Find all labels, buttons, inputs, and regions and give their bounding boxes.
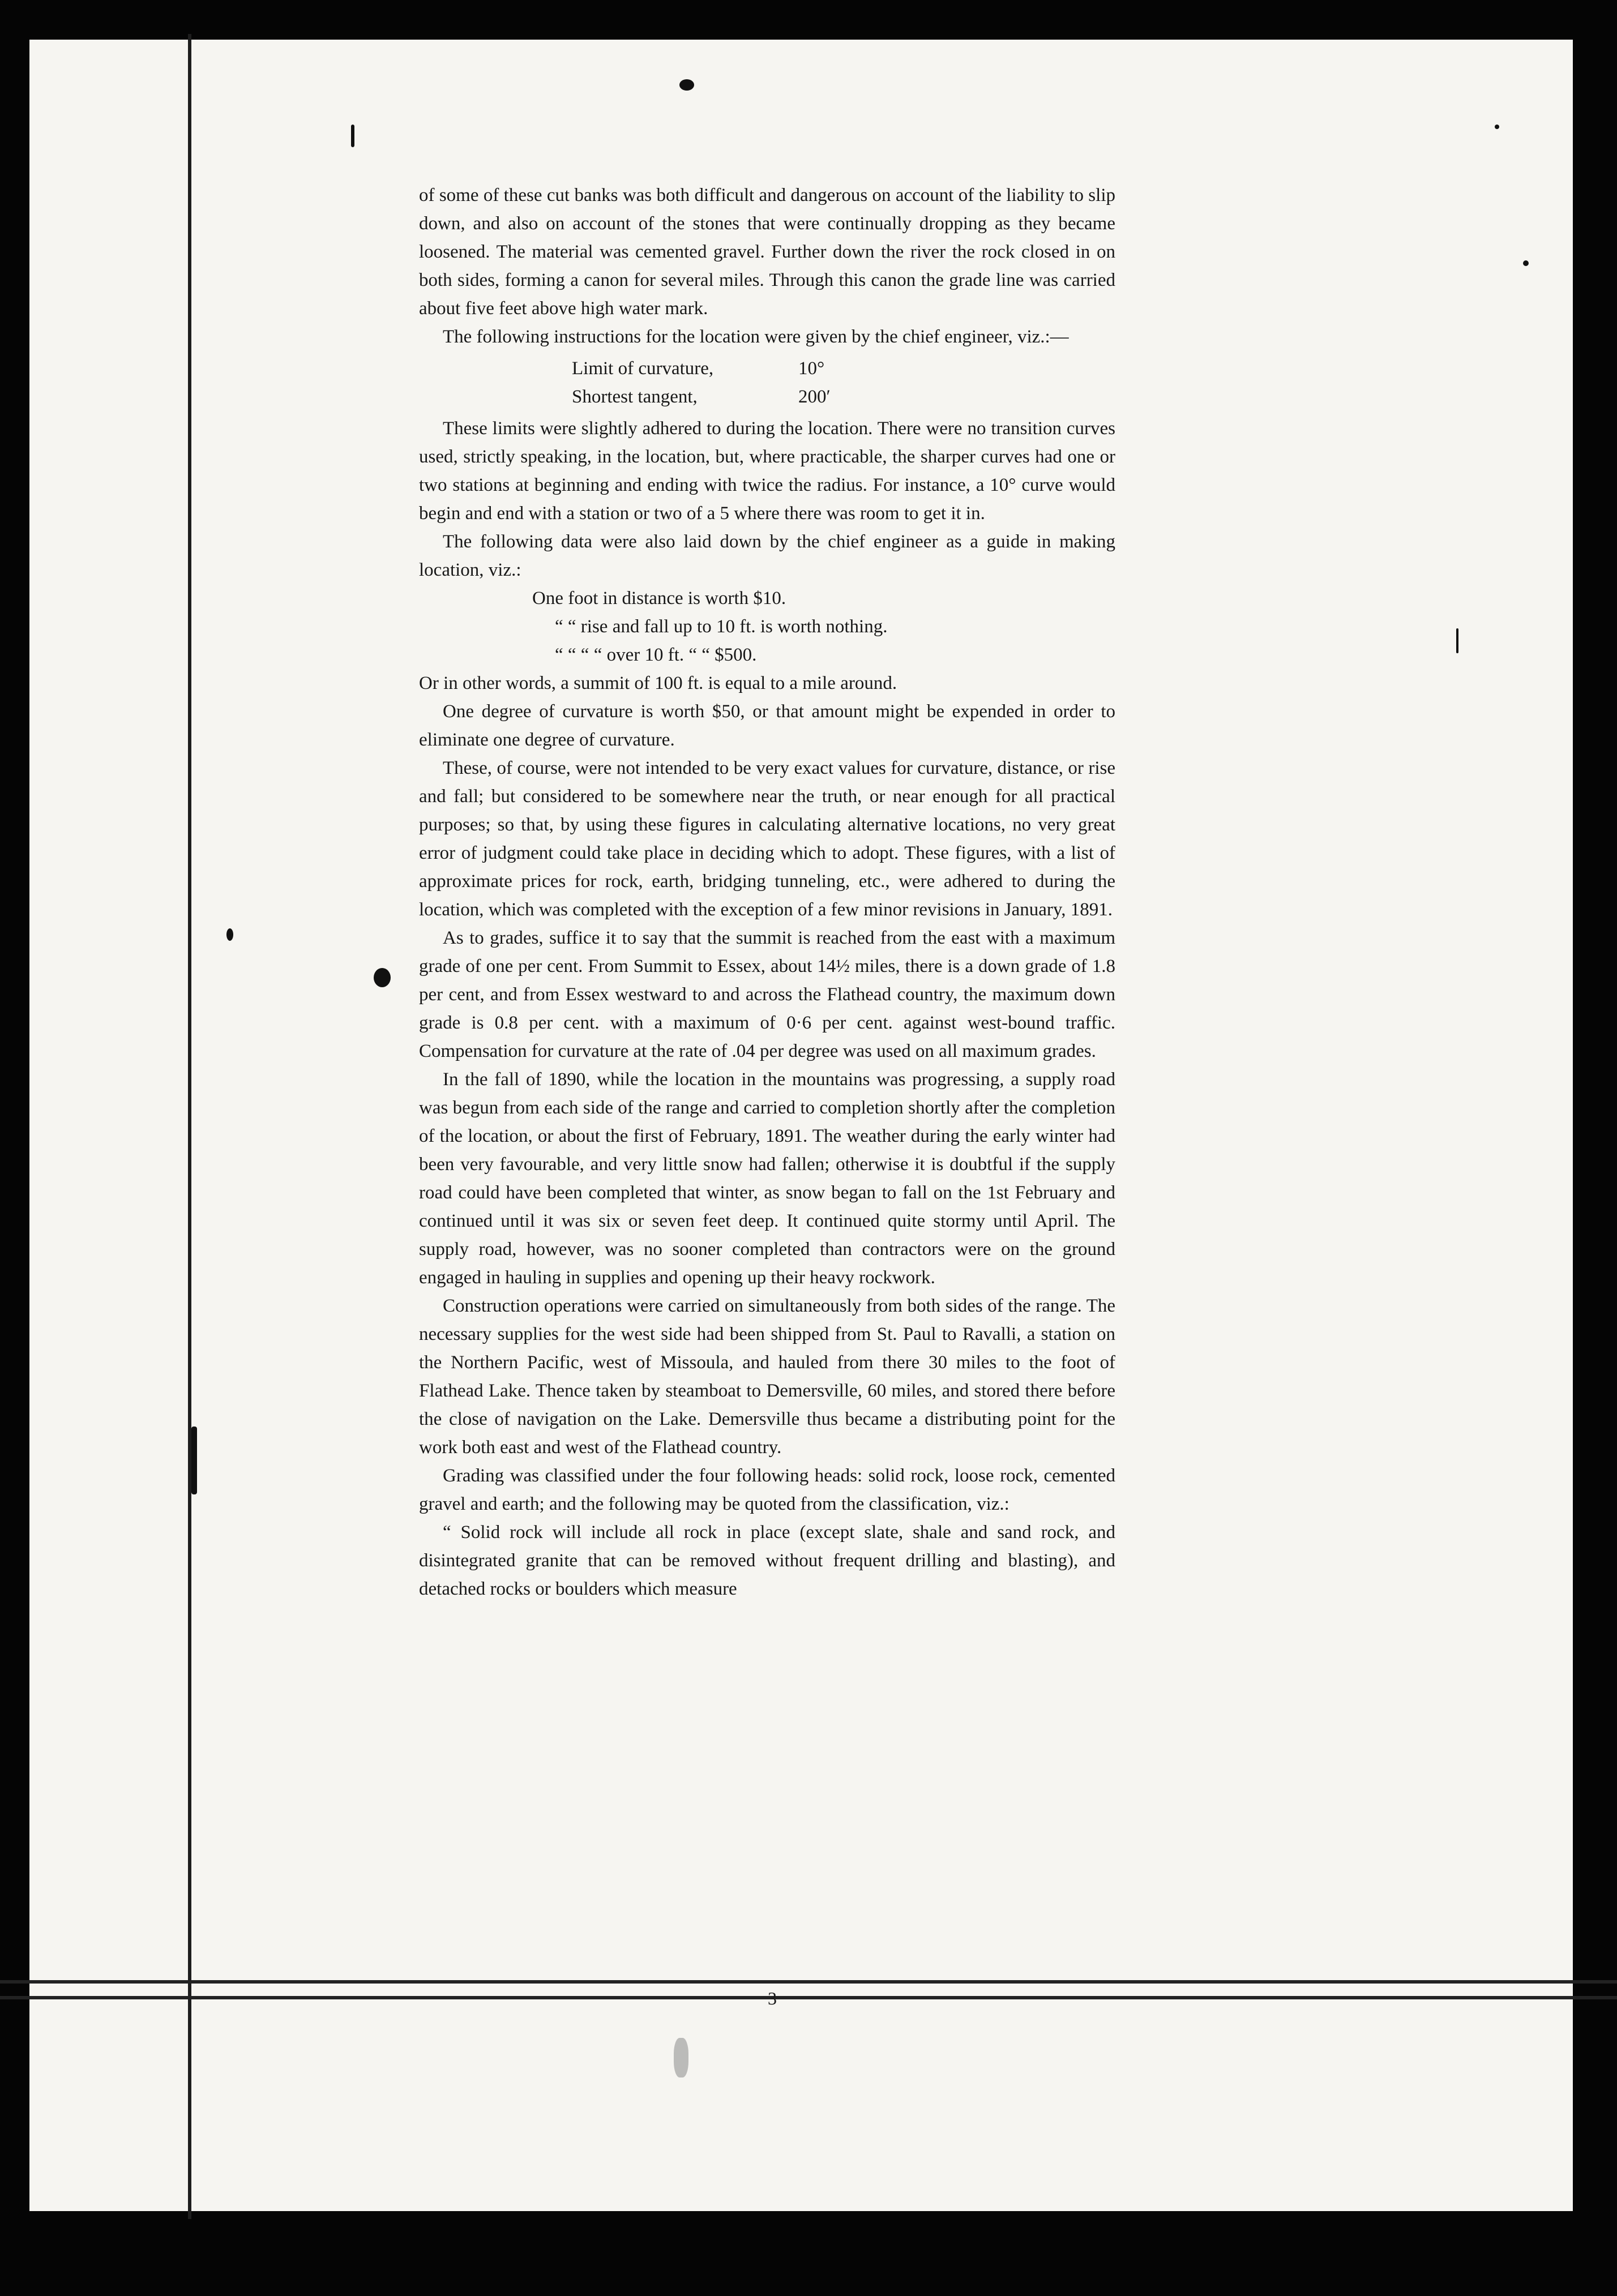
paragraph: These limits were slightly adhered to during the location. There were no transition curves used, strictly speaking, in the location, but, where practicable, the sharper curves had one or two stations at beginning and ending with twice the radius. For instance, a 10° curve would begin and end with a station or two of a 5 where there was room to get it in. bbox=[419, 418, 1115, 524]
data-line: One foot in distance is worth $10. bbox=[532, 588, 786, 609]
page-number: 3 bbox=[768, 1988, 777, 2008]
paragraph: Construction operations were carried on simultaneously from both sides of the range. The necessary supplies for the west side had been shipped from St. Paul to Ravalli, a station on the Northern Pacific, west of Missoula, and hauled from there 30 miles to the foot of Flathead Lake. Thence taken by steamboat to Demersville, 60 miles, and stored there before the close of navigation on the Lake. Demersville thus became a distributing point for the work both east and west of the Flathead country. bbox=[419, 1296, 1115, 1458]
location-specs bbox=[572, 354, 1115, 411]
paragraph: One degree of curvature is worth $50, or that amount might be expended in order to eliminate one degree of curvature. bbox=[419, 701, 1115, 750]
scan-speck bbox=[679, 79, 694, 91]
paragraph: The following instructions for the location were given by the chief engineer, viz.:— bbox=[443, 327, 1069, 347]
paragraph: The following data were also laid down by the chief engineer as a guide in making location, viz.: bbox=[419, 532, 1115, 580]
scan-smudge bbox=[674, 2038, 688, 2077]
spec-label: Limit of curvature, bbox=[572, 358, 714, 379]
scan-speck bbox=[351, 125, 354, 147]
spec-row bbox=[572, 354, 1115, 383]
data-line: “ “ rise and fall up to 10 ft. is worth nothing. bbox=[555, 616, 888, 637]
spec-label: Shortest tangent, bbox=[572, 387, 698, 407]
scan-speck bbox=[191, 1427, 197, 1494]
scan-border-left bbox=[0, 0, 29, 2296]
spec-value: 200′ bbox=[798, 387, 831, 407]
scan-speck bbox=[226, 928, 233, 941]
paragraph: of some of these cut banks was both difficult and dangerous on account of the liability to slip down, and also on account of the stones that were continually dropping as they became loosened. The material was cemented gravel. Further down the river the rock closed in on both sides, forming a canon for several miles. Through this canon the grade line was carried about five feet above high water mark. bbox=[419, 185, 1115, 319]
scan-border-top bbox=[0, 0, 1617, 40]
document-body bbox=[419, 181, 1115, 1603]
scan-border-right bbox=[1573, 0, 1617, 2296]
scan-speck bbox=[1523, 260, 1529, 266]
spec-row bbox=[572, 383, 1115, 411]
paragraph: Grading was classified under the four following heads: solid rock, loose rock, cemented gravel and earth; and the following may be quoted from the classification, viz.: bbox=[419, 1466, 1115, 1514]
scan-speck bbox=[1456, 628, 1458, 653]
data-line: “ “ “ “ over 10 ft. “ “ $500. bbox=[555, 645, 757, 665]
scan-border-bottom bbox=[0, 2211, 1617, 2296]
paragraph: As to grades, suffice it to say that the summit is reached from the east with a maximum grade of one per cent. From Summit to Essex, about 14½ miles, there is a down grade of 1.8 per cent, and from Essex westward to and across the Flathead country, the maximum down grade is 0.8 per cent. with a maximum of 0·6 per cent. against west-bound traffic. Compensation for curvature at the rate of .04 per degree was used on all maximum grades. bbox=[419, 928, 1115, 1061]
page-gutter-line bbox=[188, 34, 191, 2219]
page-bottom-edge bbox=[0, 1980, 1617, 1999]
paragraph: “ Solid rock will include all rock in place (except slate, shale and sand rock, and disintegrated granite that can be removed without frequent drilling and blasting), and detached rocks or boulders which measure bbox=[419, 1522, 1115, 1599]
paragraph: In the fall of 1890, while the location in the mountains was progressing, a supply road was begun from each side of the range and carried to completion shortly after the completion of the location, or about the first of February, 1891. The weather during the early winter had been very favourable, and very little snow had fallen; otherwise it is doubtful if the supply road could have been completed that winter, as snow began to fall on the 1st February and continued until it was six or seven feet deep. It continued quite stormy until April. The supply road, however, was no sooner completed than contractors were on the ground engaged in hauling in supplies and opening up their heavy rockwork. bbox=[419, 1069, 1115, 1288]
spec-value: 10° bbox=[798, 358, 825, 379]
scan-speck bbox=[374, 968, 391, 987]
paragraph: Or in other words, a summit of 100 ft. is equal to a mile around. bbox=[419, 673, 897, 693]
location-data-list bbox=[532, 584, 1115, 669]
paragraph: These, of course, were not intended to be very exact values for curvature, distance, or rise and fall; but considered to be somewhere near the truth, or near enough for all practical purposes; so that, by using these figures in calculating alternative locations, no very great error of judgment could take place in deciding which to adopt. These figures, with a list of approximate prices for rock, earth, bridging tunneling, etc., were adhered to during the location, which was completed with the exception of a few minor revisions in January, 1891. bbox=[419, 758, 1115, 920]
scan-speck bbox=[1495, 125, 1499, 129]
